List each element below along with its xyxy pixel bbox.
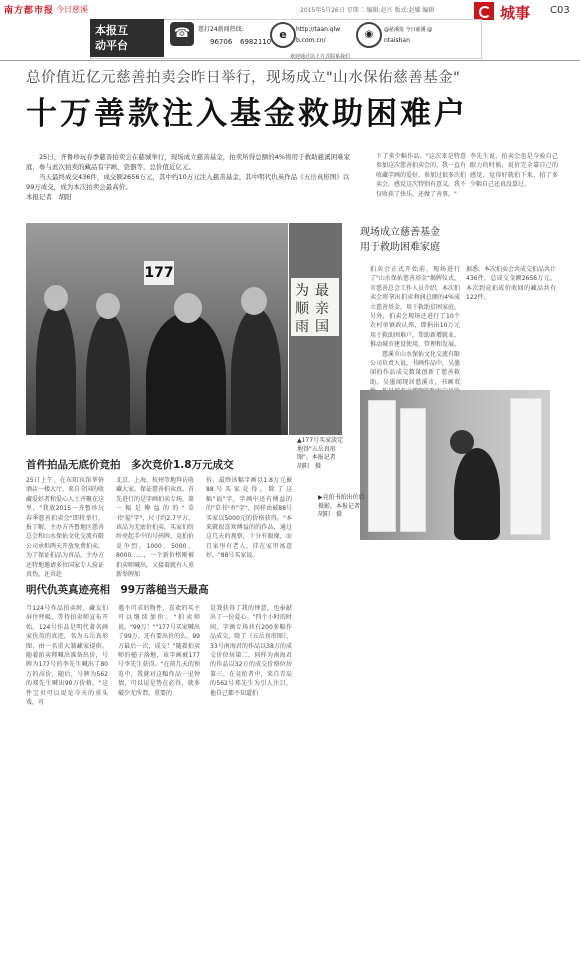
buyer-inspecting-photo [360, 390, 550, 540]
bid-paddle: 177 [144, 261, 174, 285]
header-rule [0, 60, 580, 61]
calligraphy-char: 顺 [295, 301, 309, 317]
calligraphy-char: 雨 [295, 319, 309, 335]
lead-paragraph-1: 25日，齐鲁珍玩春季慈善拍卖会在慈城举行，现场成立慈善基金，拍卖所得总额的4%将用于救助慈溪困难家庭，参与此次拍卖的藏品有字画、瓷器等，总价值近亿元。 [26, 153, 351, 171]
banner-label-line1: 本报互 [95, 24, 128, 37]
web-icon: e [270, 22, 296, 48]
banner-label-line2: 动平台 [95, 39, 128, 52]
weibo-line1: @慈溪报 今日慈溪 @ [384, 27, 433, 33]
subhead-fund-line2: 用于救助困难家庭 [360, 242, 440, 253]
section2-column1: 当124号作品拍卖时，藏友们屏住呼吸，等待拍卖师宣布开始。124号作品是明代著名画家仇英的真迹，名为五岳真形图，由一名重大制藏家提供。随着拍卖师喊出准备出价，号牌为177号的李先生喊出了80万的高价，随后，号牌为562的郑先生喊出90万价格。"这件宝贝可以说是今天的重头戏，可 [26, 605, 108, 707]
subhead-fund [360, 225, 560, 255]
section2-column3: 是我获得了我的钟意，也奉献出了一份爱心。"四个小时的时间，字画专场共有200多幅作品成交，除了《五岳真形图》，33号南海君的作品以38万的成交价位居第二，同样为南海君的作品以32万的成交价格位居第三。在竞拍者中，来自青岛的562号郑先生为引人注目，他自己都不知道拍 [210, 605, 292, 697]
section2-column2: 遇不可求的物件，喜欢的买主可以继续加价。"拍卖师说。"99万！""177号买家喊出了99万，还有要出价的么，99万最后一次，成交！"随着拍卖师的槌子落地，该字画被177号李先生获得。"在前几天的预览中，我就对这幅作品一见钟情，可以说是势在必得，就多破少无所谓，重要的 [118, 605, 200, 697]
calligraphy-scroll [291, 278, 339, 336]
date-line: 2015年5月26日 星期二 编辑:赵兴 版式:赵耀 编辑 [300, 7, 435, 14]
hotline-label: 慈打24新闻热线: [198, 26, 244, 33]
subhead-first-lot: 首件拍品无底价竞拍 多次竞价1.8万元成交 [26, 459, 234, 471]
website-line1: http://taan.qlw [296, 26, 341, 33]
hotline-number-2: 6982110 [240, 38, 272, 46]
kicker-headline: 总价值近亿元慈善拍卖会昨日举行，现场成立"山水保佑慈善基金" [26, 70, 461, 86]
calligraphy-char: 最 [315, 283, 329, 299]
page-number: C03 [550, 5, 570, 16]
byline: 本报记者 胡阳 [26, 193, 72, 201]
banner-footer: 欢迎通过以上方式联系我们 [290, 54, 351, 60]
article-column-top-right: 李先生说，拍卖会也是今验自己眼力的时候，说价完全靠自己的感觉，觉得好就拍下来，拍了多少幅自己还真没算过。 [470, 153, 558, 189]
article-text-right-b: 慈溪市山水保佑文化交流有限公司负责人说，书画作品中，吴墨闻的作品成交数量创新了慈善救助。吴墨闻现居慈溪市，书画双 [370, 350, 461, 386]
section-title: 城事 [500, 4, 531, 22]
section-flag-icon [474, 2, 494, 20]
newspaper-logo: 南方都市报 [4, 6, 55, 16]
photo-caption-2: ▶竞拍书拍出价后摄影。本报记者 胡阳 摄 [318, 494, 367, 518]
section1-column1: 25日上午，在东阳宾馆华侨酒店一楼大厅，来自全国的收藏爱好者和爱心人士齐聚在这里。"我放2015一齐鲁珍玩春季慈善拍卖会"即将举行，报了解，主办方齐鲁地区慈善总会和山水保佑文化交流有限公司承担两天开放免费拍卖，为了保证拍品为真品，主办方还特地邀请多位国家专人验证真伪，还共赴 [26, 477, 105, 579]
calligraphy-char: 亲 [315, 301, 329, 317]
weibo-line2: ntaishan [384, 37, 410, 44]
calligraphy-char: 为 [295, 283, 309, 299]
weibo-icon: ◉ [356, 22, 382, 48]
article-column-right-c: 据悉，本次拍卖会共成交拍品共计436件，总成交金额2656万元，本次到竟拍成价收回的藏品共有122件。 [466, 266, 557, 302]
subhead-qiu-ying: 明代仇英真迹亮相 99万落槌当天最高 [26, 584, 209, 596]
article-text-right-a: 拍卖会正式开始前，现场进行了"山水保佑慈善基金"揭牌仪式，市慈善总会工作人员介绍，本次拍卖会将拿出拍卖利润总额的4%成立慈善基金，用于救助贫困家庭。另外，拍卖会现场还进行了10个农村单镇政认领，即捐出10万元用于救助困难户，帮助新增就业，推动城市建设使用，管理和发展。 [370, 266, 461, 349]
website-line2: b.com.cn/ [296, 37, 326, 44]
calligraphy-char: 国 [315, 319, 329, 335]
lead-paragraph-2: 当天最终成交436件，成交额2656万元，其中约10万元注入慈善基金。其中明代仇英作品《五岳真形图》以99万成交，成为本次拍卖会最高价。 [26, 173, 350, 191]
edition-name: 今日慈溪 [56, 5, 88, 14]
section1-column3: 价，最终该幅字画以1.8万元被88号买家竞得。除了这幅"福"字，字画中还有傅益的的"草书"寿"字"，同样由被88号买家以5000元的价格获得。"本来就很喜欢傅益的的作品，通过这几天的观察，十分有眼缘，而且家里有老人，挂在家里寓意好。"88号买家说。 [206, 477, 292, 560]
phone-icon: ☎ [170, 22, 194, 46]
lead-paragraph [26, 152, 356, 202]
subhead-fund-line1: 现场成立慈善基金 [360, 227, 440, 238]
main-headline: 十万善款注入基金救助困难户 [26, 96, 468, 132]
section1-column2: 北京、上海、杭州等地拜访收藏大家，保证慈善拍卖真。首先进行的是字画拍卖专场，第一幅是傅益的的"草书"福"字"，尺寸约2.7平方，该品为无底价拍卖，买家们纷纷亮起手中的号码牌，竞拍价竞争烈，1000、5000、8000……，一个新价格刚被拍卖师喊出，又接着就有人重新举牌加 [116, 477, 195, 579]
photo-caption-1: ▲177号买家淡定地得"五岳真形图"。本报记者 胡阳 摄 [297, 437, 344, 470]
auction-hall-photo [26, 223, 288, 435]
hotline-number-1: 96706 [210, 38, 233, 46]
article-column-top-mid: 下了多少幅作品。"这次来是特意参加这次慈善拍卖会的，我一直有收藏字画的爱好，参加过很多次拍卖会，感觉这次特别有意义，我不仅收获了快乐，还做了善事。" [376, 153, 467, 198]
